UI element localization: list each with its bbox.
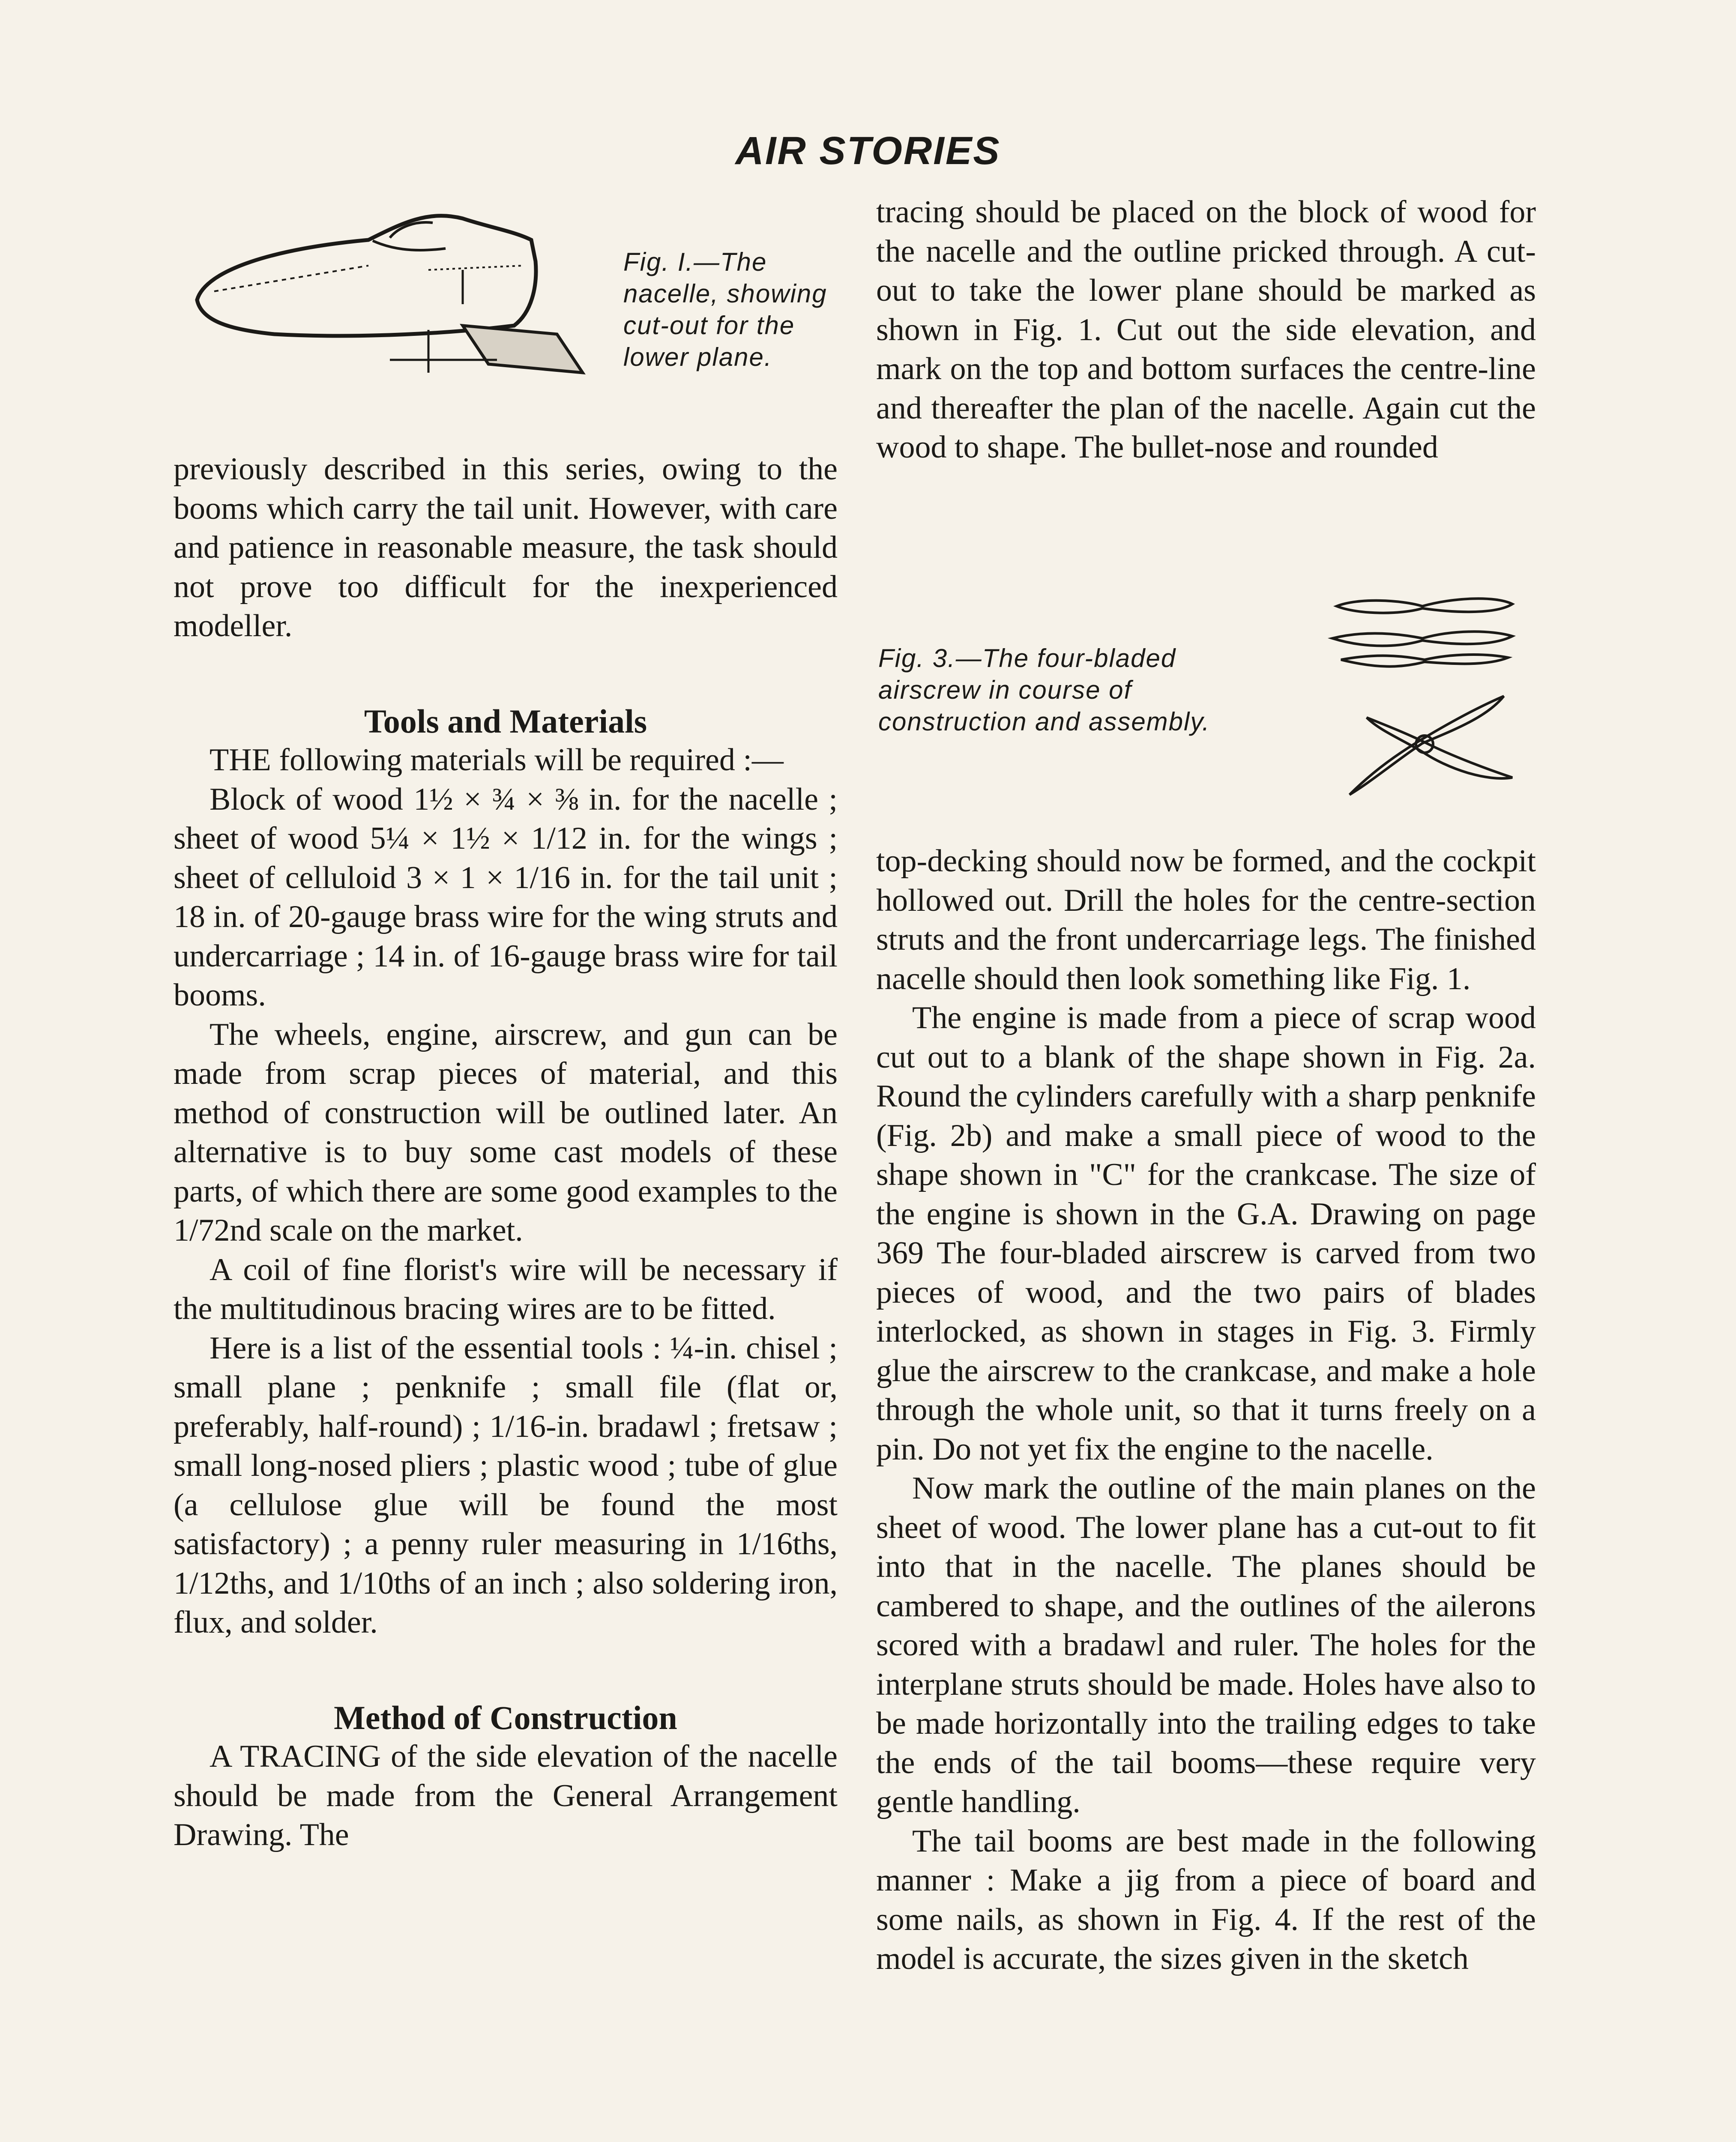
right-column-top (876, 193, 1536, 467)
paragraph: The tail booms are best made in the following manner : Make a jig from a piece of board and some nails, as shown in Fig. 4. If the rest of the model is accurate, the sizes given in the sketch (876, 1823, 1536, 1976)
paragraph: Block of wood 1½ × ¾ × ⅜ in. for the nacelle ; sheet of wood 5¼ × 1½ × 1/12 in. for the wings ; sheet of celluloid 3 × 1 × 1/16 in. for the tail unit ; 18 in. of 20-gauge brass wire for the wing struts and undercarriage ; 14 in. of 16-gauge brass wire for tail booms. (174, 781, 838, 1013)
paragraph: Here is a list of the essential tools : ¼-in. chisel ; small plane ; penknife ; small file (flat or, preferably, half-round) ; 1/16-in. bradawl ; fretsaw ; small long-nosed pliers ; plastic wood ; tube of glue (a cellulose glue will be found the most satisfactory) ; a penny ruler measuring in 1/16ths, 1/12ths, and 1/10ths of an inch ; also soldering iron, flux, and solder. (174, 1330, 838, 1640)
paragraph: The wheels, engine, airscrew, and gun can be made from scrap pieces of material, and this method of construction will be outlined later. An alternative is to buy some cast models of these parts, of which there are some good examples to the 1/72nd scale on the market. (174, 1017, 838, 1248)
right-column-bottom (876, 842, 1536, 1979)
paragraph: previously described in this series, owing to the booms which carry the tail unit. However, with care and patience in reasonable measure, the task should not prove too difficult for the inexperienced modeller. (174, 452, 838, 643)
figure-1-nacelle-drawing (189, 201, 600, 403)
left-column (174, 450, 838, 1855)
figure-3-airscrew-drawing (1324, 589, 1525, 812)
section-heading-tools: Tools and Materials (364, 702, 647, 740)
paragraph: tracing should be placed on the block of wood for the nacelle and the outline pricked through. A cut-out to take the lower plane should be marked as shown in Fig. 1. Cut out the side elevation, and mark on the top and bottom surfaces the centre-line and thereafter the plan of the nacelle. Again cut the wood to shape. The bullet-nose and rounded (876, 194, 1536, 465)
paragraph: A TRACING of the side elevation of the nacelle should be made from the General Arrangement Drawing. The (174, 1739, 838, 1852)
figure-1-caption: Fig. I.—The nacelle, showing cut-out for the lower plane. (623, 248, 827, 371)
paragraph: top-decking should now be formed, and the cockpit hollowed out. Drill the holes for the centre-section struts and the front undercarriage legs. The finished nacelle should then look something like Fig. 1. (876, 844, 1536, 996)
paragraph: Now mark the outline of the main planes on the sheet of wood. The lower plane has a cut-out to fit into that in the nacelle. The planes should be cambered to shape, and the outlines of the ailerons scored with a bradawl and ruler. The holes for the interplane struts should be made. Holes have also to be made horizontally into the trailing edges to take the ends of the tail booms—these require very gentle handling. (876, 1471, 1536, 1819)
running-header: AIR STORIES (735, 129, 1001, 173)
figure-3-caption: Fig. 3.—The four-bladed airscrew in course of construction and assembly. (878, 644, 1210, 736)
paragraph: THE following materials will be required :— (210, 742, 784, 778)
paragraph: The engine is made from a piece of scrap wood cut out to a blank of the shape shown in Fig. 2a. Round the cylinders carefully with a sharp penknife (Fig. 2b) and make a small piece of wood to the shape shown in "C" for the crankcase. The size of the engine is shown in the G.A. Drawing on page 369 The four-bladed airscrew is carved from two pieces of wood, and the two pairs of blades interlocked, as shown in stages in Fig. 3. Firmly glue the airscrew to the crankcase, and make a hole through the whole unit, so that it turns freely on a pin. Do not yet fix the engine to the nacelle. (876, 1000, 1536, 1467)
paragraph: A coil of fine florist's wire will be necessary if the multitudinous bracing wires are to be fitted. (174, 1252, 838, 1326)
section-heading-method: Method of Construction (334, 1699, 677, 1736)
